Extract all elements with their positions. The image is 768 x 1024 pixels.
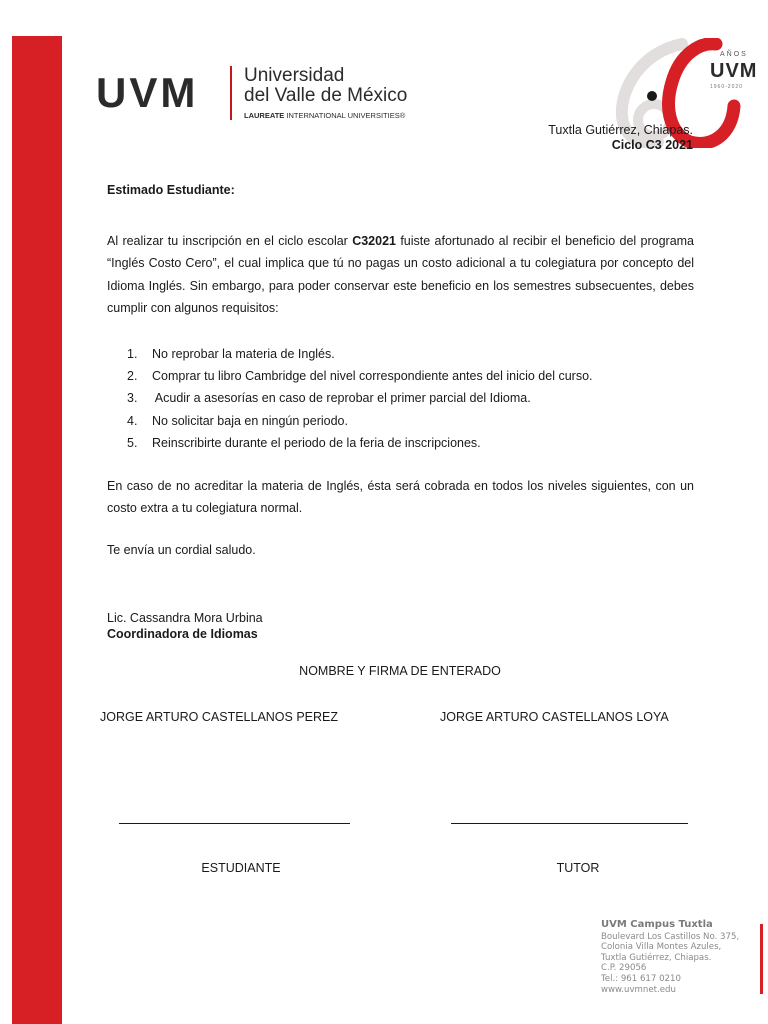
- requirements-list: [127, 343, 593, 454]
- regards-line: Te envía un cordial saludo.: [107, 543, 256, 557]
- signer-name: Lic. Cassandra Mora Urbina: [107, 611, 263, 625]
- place-line: Tuxtla Gutiérrez, Chiapas.: [548, 123, 693, 137]
- campus-address-line1: Boulevard Los Castillos No. 375,: [601, 931, 740, 942]
- anniversary-uvm: UVM: [710, 60, 758, 82]
- logo-laureate: [244, 111, 407, 120]
- anniversary-years: 1960-2020: [710, 84, 743, 90]
- intro-text-b: fuiste afortunado al recibir el beneficio del programa “Inglés Costo Cero”, el cual implica que tú no pagas un costo adicional a tu colegiatura por concepto del Idioma Inglés. Sin embargo, para poder conservar este beneficio en los semestres subsecuentes, debes cumplir con algunos requisitos:: [107, 234, 695, 315]
- tutor-role-label: TUTOR: [556, 861, 600, 875]
- list-item: [127, 343, 593, 365]
- list-item: [127, 365, 593, 387]
- campus-web: www.uvmnet.edu: [601, 984, 676, 995]
- list-item-number: 2.: [127, 369, 138, 384]
- campus-red-bar: [760, 924, 763, 994]
- cycle-line: Ciclo C3 2021: [611, 138, 693, 152]
- student-role-label: ESTUDIANTE: [201, 861, 281, 875]
- intro-text-a: Al realizar tu inscripción en el ciclo escolar: [107, 234, 353, 248]
- logo-university-line2: del Valle de México: [244, 85, 408, 106]
- campus-address-line3: Tuxtla Gutiérrez, Chiapas.: [601, 952, 712, 963]
- logo-university-line1: Universidad: [244, 65, 345, 86]
- intro-paragraph: [107, 230, 694, 319]
- student-signature-line: [119, 823, 350, 824]
- logo-divider: [230, 66, 232, 120]
- campus-address: [601, 920, 739, 995]
- list-item-text: Acudir a asesorías en caso de reprobar el primer parcial del Idioma.: [152, 391, 531, 406]
- anniversary-anos: AÑOS: [720, 51, 748, 58]
- list-item-number: 3.: [127, 391, 138, 406]
- signer-title: Coordinadora de Idiomas: [107, 627, 258, 641]
- acknowledgement-text: NOMBRE Y FIRMA DE ENTERADO: [299, 664, 501, 678]
- list-item-number: 4.: [127, 413, 138, 428]
- red-side-bar: [12, 36, 62, 1024]
- warning-paragraph: En caso de no acreditar la materia de Inglés, ésta será cobrada en todos los niveles siguientes, con un costo extra a tu colegiatura normal.: [107, 479, 694, 516]
- list-item-text: No solicitar baja en ningún periodo.: [152, 413, 348, 428]
- student-name: JORGE ARTURO CASTELLANOS PEREZ: [100, 710, 339, 724]
- list-item-text: Comprar tu libro Cambridge del nivel correspondiente antes del inicio del curso.: [152, 369, 593, 384]
- tutor-name: JORGE ARTURO CASTELLANOS LOYA: [440, 710, 669, 724]
- campus-phone: Tel.: 961 617 0210: [601, 973, 681, 984]
- uvm-logo-mark: UVM: [96, 69, 199, 116]
- campus-address-line2: Colonia Villa Montes Azules,: [601, 942, 722, 953]
- logo-laureate-bold: LAUREATE: [244, 111, 285, 120]
- logo-text: [244, 66, 407, 120]
- greeting: Estimado Estudiante:: [107, 183, 235, 197]
- acknowledgement-heading: [0, 664, 768, 678]
- cycle-code: C32021: [352, 234, 396, 248]
- campus-title: UVM Campus Tuxtla: [601, 919, 713, 930]
- list-item-text: Reinscribirte durante el periodo de la feria de inscripciones.: [152, 435, 481, 450]
- list-item-number: 1.: [127, 347, 138, 361]
- list-item: [127, 387, 593, 409]
- list-item: [127, 410, 593, 432]
- list-item: [127, 432, 593, 454]
- logo-laureate-rest: INTERNATIONAL UNIVERSITIES®: [284, 111, 406, 120]
- list-item-text: No reprobar la materia de Inglés.: [152, 347, 335, 361]
- uvm-logo: [96, 66, 406, 122]
- campus-zip: C.P. 29056: [601, 963, 647, 974]
- tutor-signature-line: [451, 823, 688, 824]
- list-item-number: 5.: [127, 435, 138, 450]
